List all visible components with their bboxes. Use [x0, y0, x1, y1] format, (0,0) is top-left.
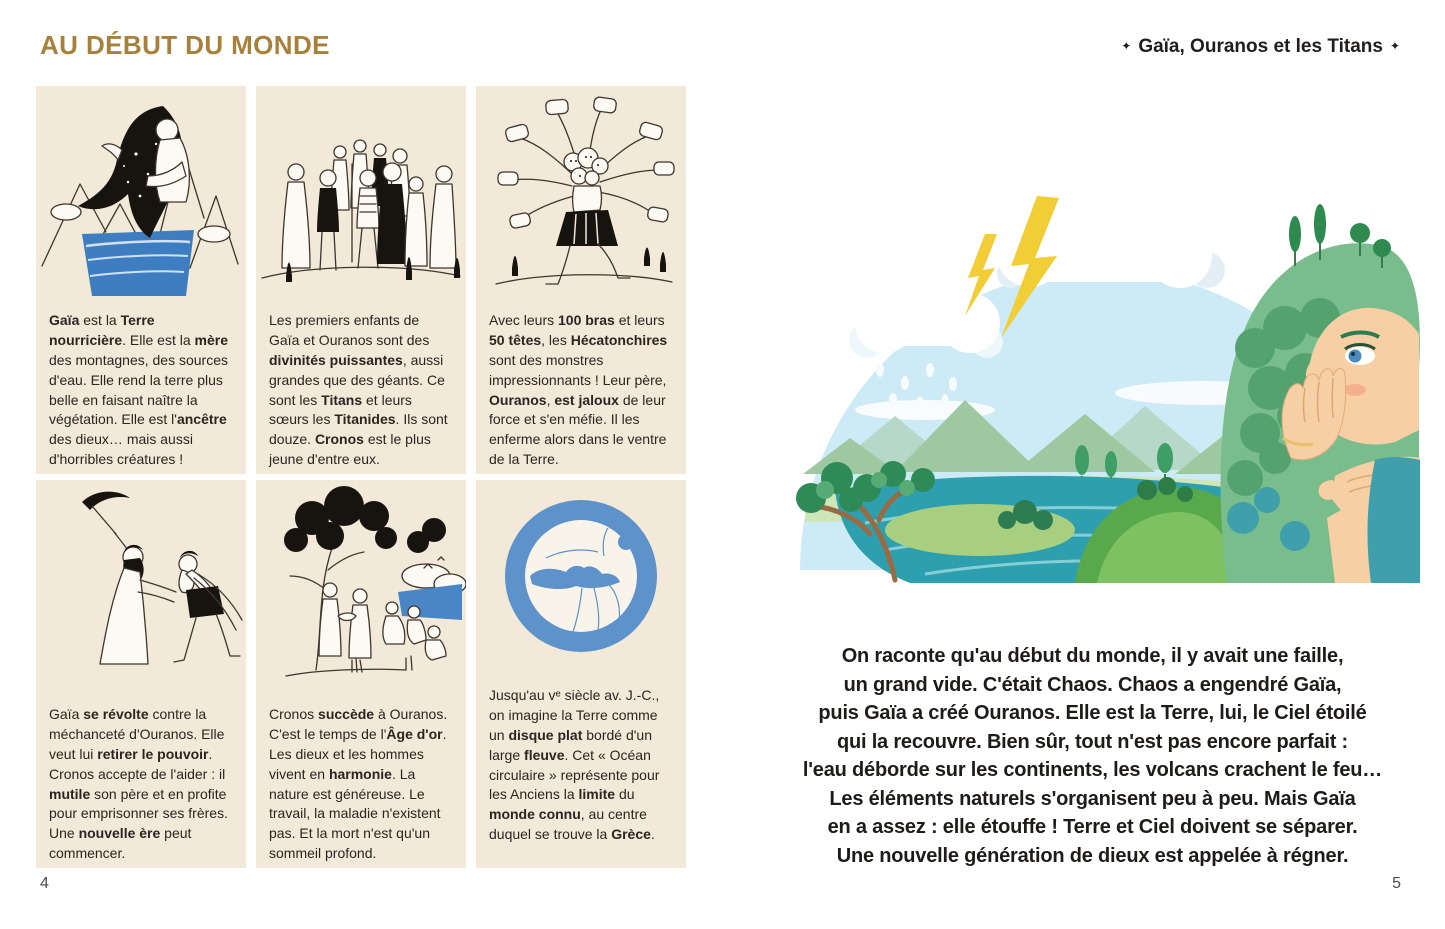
golden-age-drawing [256, 480, 466, 695]
panel-ocean-circulaire-text: Jusqu'au vᵉ siècle av. J.-C., on imagine la Terre comme un disque plat bordé d'un large fleuve. Cet « Océan circulaire » représente pour les Anciens la limite du monde connu, au centre duquel se trouve la Grèce. [489, 687, 660, 843]
panel-revolte [36, 480, 246, 868]
panel-hecatonchires [476, 86, 686, 474]
panel-titans-text: Les premiers enfants de Gaïa et Ouranos sont des divinités puissantes, aussi grandes que des géants. Ce sont les Titans et leurs sœurs les Titanides. Ils sont douze. Cronos est le plus jeune d'entre eux. [269, 312, 448, 468]
star-icon: ✦ [1121, 39, 1132, 53]
panel-hecatonchires-text: Avec leurs 100 bras et leurs 50 têtes, les Hécatonchires sont des monstres impressionnants ! Leur père, Ouranos, est jaloux de leur force et s'en méfie. Il les enferme alors dans le ventre de la Terre. [489, 312, 668, 468]
golden-age-illustration [256, 480, 466, 695]
titans-group-drawing [256, 86, 466, 301]
panel-gaia-text: Gaïa est la Terre nourricière. Elle est la mère des montagnes, des sources d'eau. Elle rend la terre plus belle en faisant naître la végétation. Elle est l'ancêtre des dieux… mais aussi d'horribles créatures ! [49, 312, 228, 468]
gaia-landscape-drawing [775, 138, 1420, 583]
panel-age-d-or-text: Cronos succède à Ouranos. C'est le temps de l'Âge d'or. Les dieux et les hommes vivent en harmonie. La nature est généreuse. Le travail, la maladie n'existent pas. Et la mort n'est qu'un sommeil profond. [269, 706, 448, 862]
page-number-right: 5 [1392, 875, 1401, 892]
panel-gaia [36, 86, 246, 474]
star-icon: ✦ [1389, 39, 1400, 53]
hundred-armed-giant-drawing [476, 86, 686, 301]
cronos-sickle-drawing [36, 480, 246, 695]
circular-ocean-map-drawing [476, 480, 686, 676]
world-disc-illustration [476, 480, 686, 676]
titans-illustration [256, 86, 466, 301]
panel-grid [36, 86, 686, 868]
panel-titans [256, 86, 466, 474]
gaia-in-mountains-drawing [36, 86, 246, 301]
cronos-ouranos-illustration [36, 480, 246, 695]
chapter-header [1114, 36, 1407, 58]
page-number-left: 4 [40, 875, 49, 892]
panel-revolte-text: Gaïa se révolte contre la méchanceté d'Ouranos. Elle veut lui retirer le pouvoir. Cronos accepte de l'aider : il mutile son père et en profite pour emprisonner ses frères. Une nouvelle ère peut commencer. [49, 706, 228, 862]
story-paragraph: On raconte qu'au début du monde, il y avait une faille, un grand vide. C'était Chaos. Chaos a engendré Gaïa, puis Gaïa a créé Ouranos. Elle est la Terre, lui, le Ciel étoilé qui la recouvre. Bien sûr, tout n'est pas encore parfait : l'eau déborde sur les continents, les volcans crachent le feu… Les éléments naturels s'organisent peu à peu. Mais Gaïa en a assez : elle étouffe ! Terre et Ciel doivent se séparer. Une nouvelle génération de dieux est appelée à régner. [802, 645, 1383, 867]
hero-illustration [775, 138, 1420, 583]
chapter-title: Gaïa, Ouranos et les Titans [1138, 36, 1383, 57]
gaia-illustration [36, 86, 246, 301]
panel-ocean-circulaire [476, 480, 686, 868]
panel-age-d-or [256, 480, 466, 868]
page-title: AU DÉBUT DU MONDE [40, 30, 330, 60]
hecatonchires-illustration [476, 86, 686, 301]
